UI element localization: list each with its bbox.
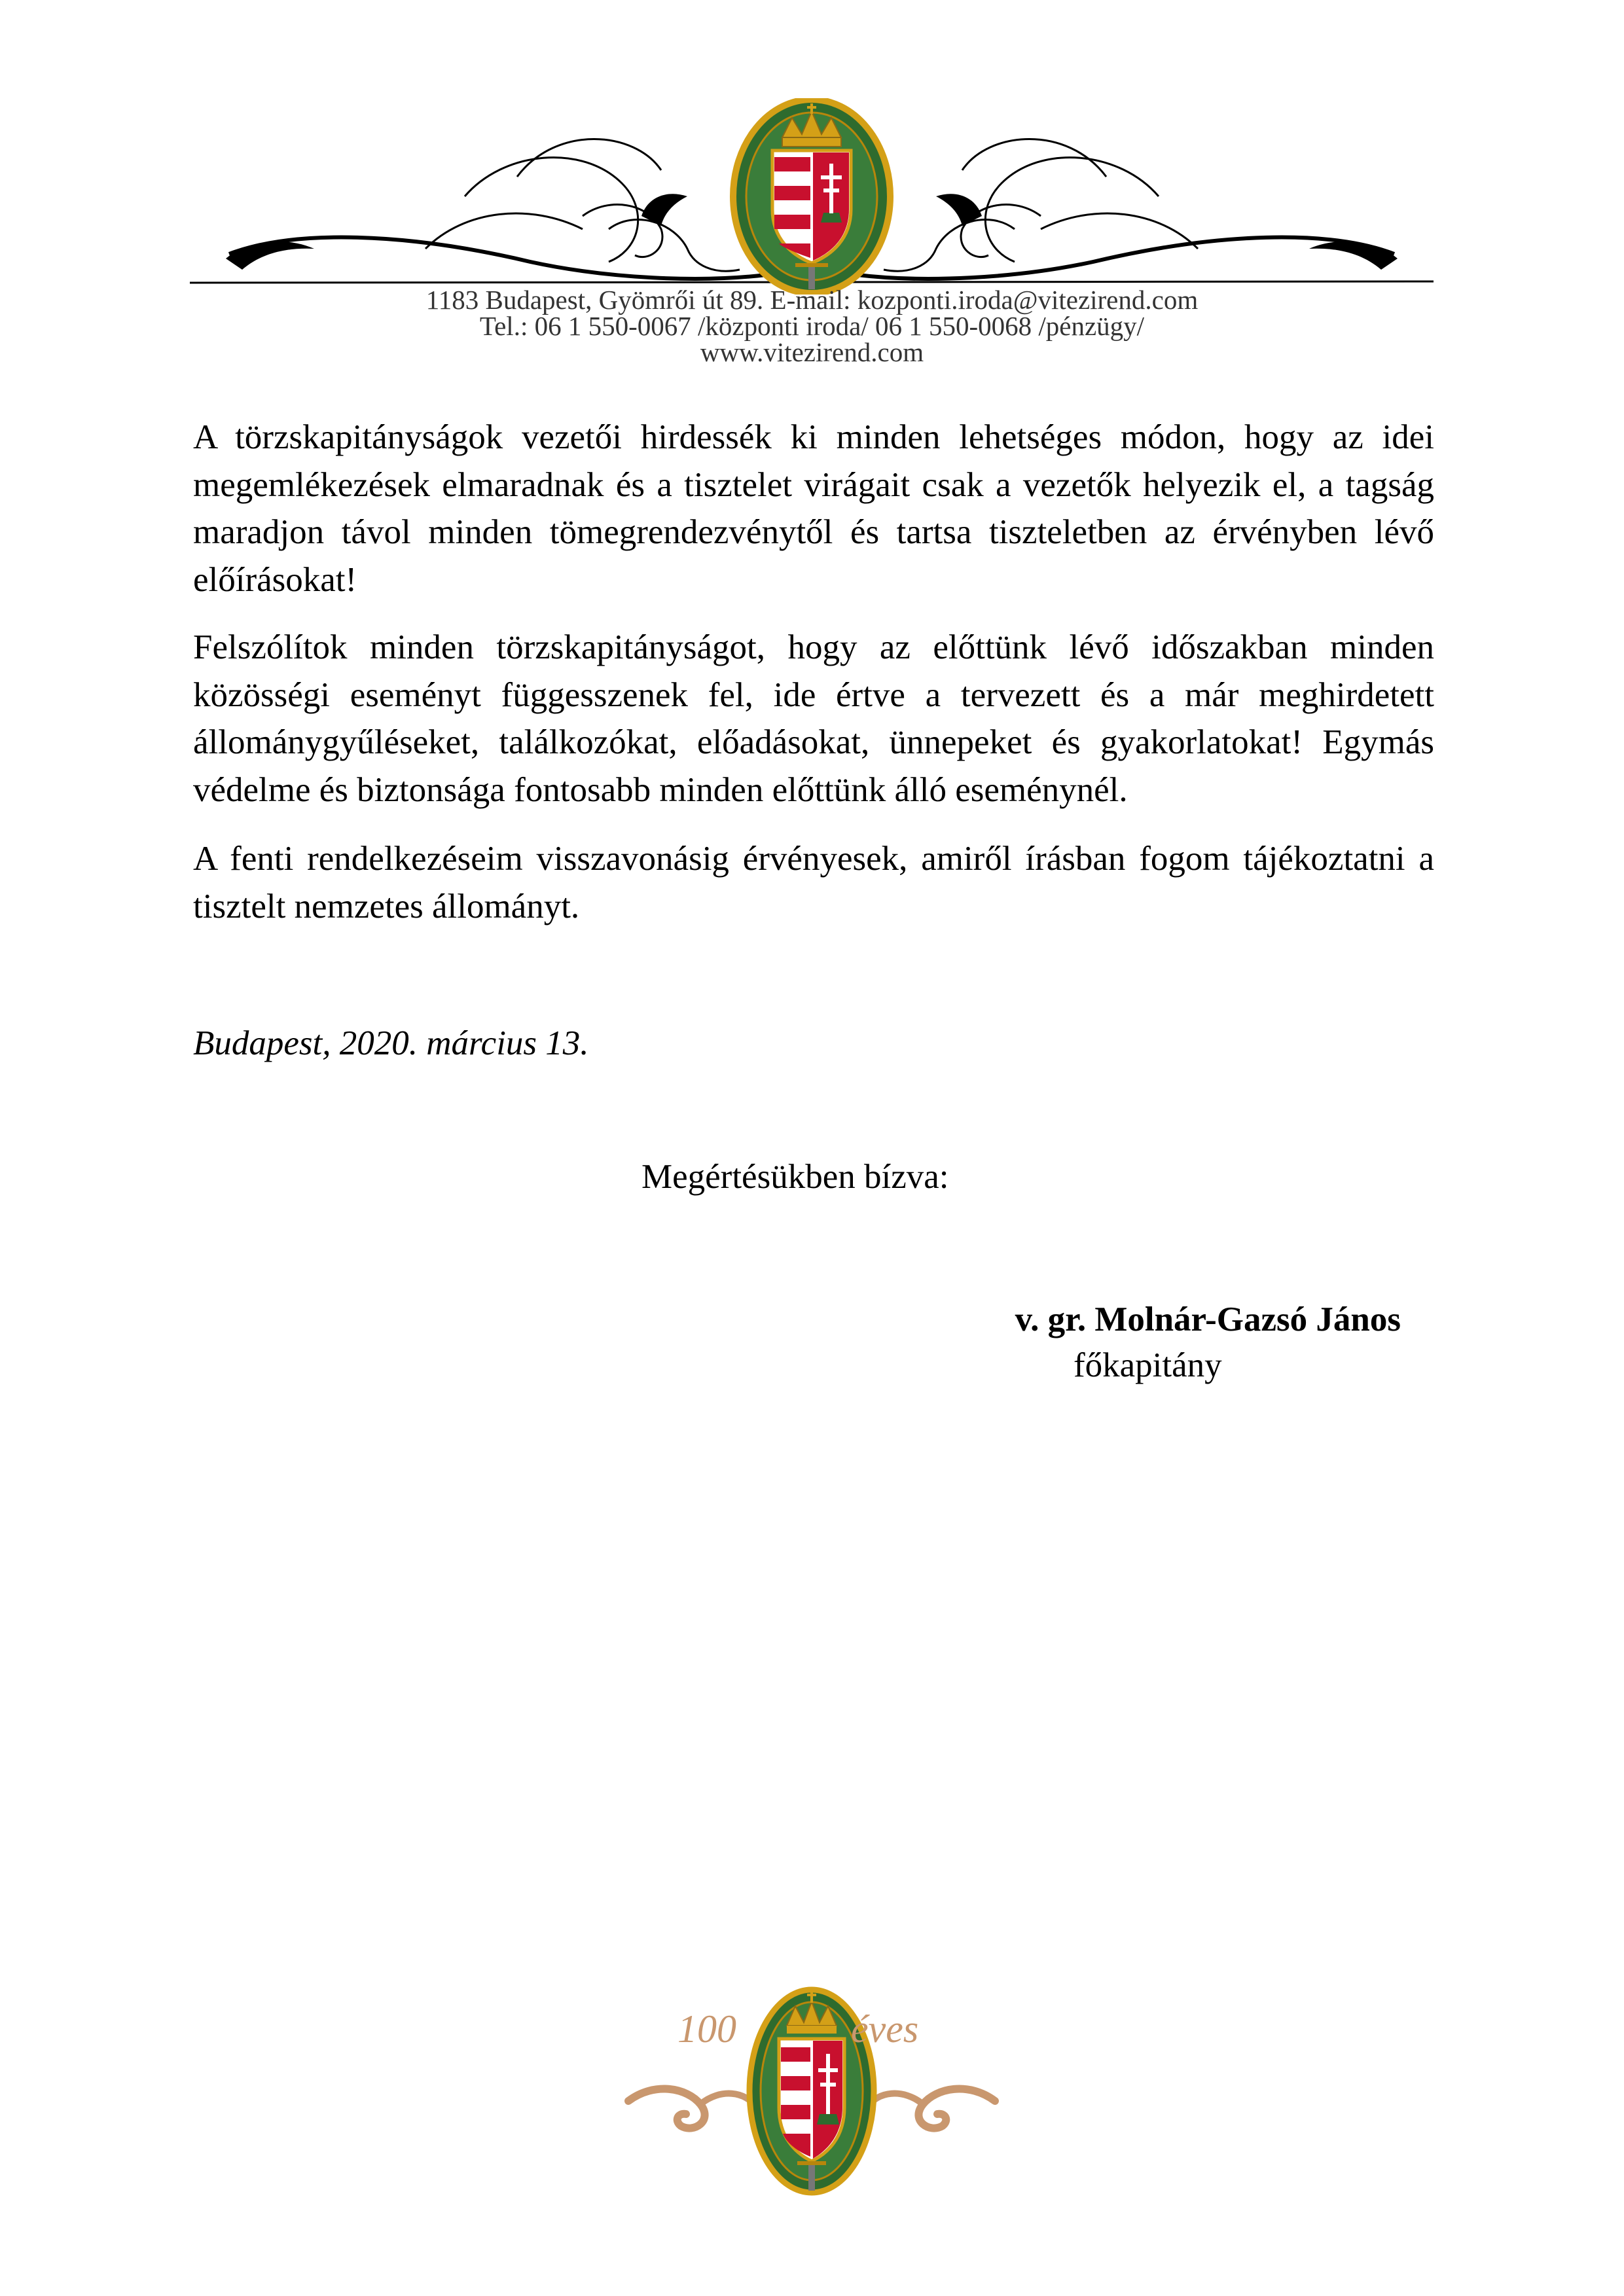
date-line: Budapest, 2020. március 13.: [193, 1024, 589, 1062]
letterhead-line-3: www.vitezirend.com: [700, 337, 924, 367]
body-paragraph-2: Felszólítok minden törzskapitányságot, hogy az előttünk lévő időszakban minden közösségi eseményt függesszenek fel, ide értve a tervezett és a már meghirdetett állománygyűléseket, találkozókat, előadásokat, ünnepeket és gyakorlatokat! Egymás védelme és biztonsága fontosabb minden előttünk álló eseménynél.: [193, 628, 1434, 809]
closing-line: Megértésükben bízva:: [641, 1158, 949, 1196]
signature-title: főkapitány: [1074, 1346, 1222, 1384]
body-paragraph-1: A törzskapitányságok vezetői hirdessék ki minden lehetséges módon, hogy az idei megemlékezések elmaradnak és a tisztelet virágait csak a vezetők helyezik el, a tagság maradjon távol minden tömegrendezvénytől és tartsa tiszteletben az érvényben lévő előírásokat!: [193, 418, 1434, 599]
letterhead-line-1: 1183 Budapest, Gyömrői út 89. E-mail: kozponti.iroda@vitezirend.com: [425, 285, 1199, 315]
letterhead-address: [0, 287, 1624, 365]
letterhead-line-2: Tel.: 06 1 550-0067 /központi iroda/ 06 1 550-0068 /pénzügy/: [479, 311, 1145, 341]
body-paragraph-3: A fenti rendelkezéseim visszavonásig érvényesek, amiről írásban fogom tájékoztatni a tisztelt nemzetes állományt.: [193, 840, 1434, 925]
footer-anniversary-emblem: [615, 1977, 1008, 2199]
footer-anniversary-number: 100: [677, 2007, 736, 2051]
footer-anniversary-word: éves: [851, 2007, 919, 2051]
header-coat-of-arms-flourish: [190, 98, 1434, 295]
signature-name: v. gr. Molnár-Gazsó János: [1015, 1300, 1401, 1338]
